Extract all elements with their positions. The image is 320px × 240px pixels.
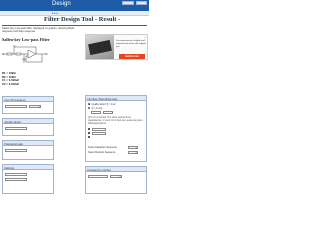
page-title: Filter Design Tool - Result - bbox=[44, 16, 121, 23]
header-menu-box[interactable] bbox=[136, 1, 147, 5]
quality-option-2-label: Q = 1/√(3) bbox=[91, 106, 103, 110]
intro-line-1: Sallen-Key Low-pass filter. displayed on graphs, showing Bode bbox=[2, 27, 75, 30]
header-search-box[interactable] bbox=[122, 1, 134, 5]
quality-option-1-label: Quality factor Q = 1/√2 bbox=[91, 102, 116, 106]
advertisement-banner[interactable] bbox=[85, 34, 148, 60]
panel-title: Frequency number bbox=[87, 167, 111, 172]
panel-title: Passband gain bbox=[4, 141, 24, 146]
panel-title: Cut off frequency bbox=[4, 97, 26, 102]
resistor-sequence-label: Select Resistor Sequence bbox=[88, 151, 116, 154]
option-input-1[interactable] bbox=[92, 128, 106, 131]
capacitor-sequence-label: Select Capacitor Sequence bbox=[88, 146, 117, 149]
passband-gain-panel bbox=[2, 140, 54, 160]
value-r2: R2 = 10kΩ bbox=[2, 74, 16, 79]
quality-option-1-radio[interactable] bbox=[88, 103, 90, 105]
section-title: Sallen-key Low-pass Filter bbox=[2, 37, 50, 42]
cutoff-frequency-panel bbox=[2, 96, 54, 114]
ratings-input[interactable] bbox=[5, 173, 27, 176]
value-r1: R1 = 10kΩ bbox=[2, 71, 16, 75]
passband-gain-input[interactable] bbox=[5, 149, 27, 152]
value-c1: C1 = 0.016uF bbox=[2, 78, 20, 82]
ratings-input-2[interactable] bbox=[5, 178, 27, 181]
ratings-panel bbox=[2, 164, 54, 194]
header-title: Design bbox=[52, 1, 71, 7]
capacitor-sequence-select[interactable]: ▾ bbox=[128, 146, 138, 149]
cutoff-unit-select[interactable]: ▾ bbox=[29, 105, 41, 108]
q-value-input-2[interactable] bbox=[103, 111, 113, 114]
value-c2: C2 = 0.016uF bbox=[2, 81, 20, 86]
frequency-input[interactable] bbox=[88, 175, 108, 178]
option-input-2[interactable] bbox=[92, 132, 106, 135]
panel-title: Ratings bbox=[4, 165, 14, 170]
note-line-1: Q=1/√2 is optimal. The value setting these bbox=[88, 117, 131, 119]
intro-line-2: response and Step response bbox=[2, 30, 36, 33]
option-checkbox-1[interactable] bbox=[88, 128, 90, 130]
quality-option-2-radio[interactable] bbox=[88, 107, 90, 109]
quality-factor-panel bbox=[2, 118, 54, 136]
note-line-3: following/required. bbox=[88, 123, 107, 125]
ad-text: Our experienced, reliable and experienced teams will support you bbox=[116, 40, 147, 48]
quality-factor-input[interactable] bbox=[5, 127, 27, 130]
note-line-2: capacitances, C1 and C2 of kind are needed as given bbox=[88, 120, 143, 122]
cutoff-frequency-input[interactable] bbox=[5, 105, 27, 108]
q-value-input[interactable] bbox=[91, 111, 101, 114]
title-divider bbox=[2, 25, 147, 26]
circuit-diagram bbox=[2, 42, 50, 68]
frequency-panel bbox=[85, 166, 147, 194]
number-panel bbox=[85, 95, 147, 162]
option-checkbox-3[interactable] bbox=[88, 136, 90, 138]
ad-button[interactable]: mektronen bbox=[119, 54, 145, 59]
frequency-unit-select[interactable]: ▾ bbox=[110, 175, 122, 178]
breadcrumb: ▸ ▸ ▸ bbox=[52, 11, 59, 16]
option-checkbox-2[interactable] bbox=[88, 132, 90, 134]
ad-close-icon[interactable]: ✕ bbox=[144, 36, 146, 39]
panel-title: Quality factor bbox=[4, 119, 21, 124]
panel-title: Number (Sampling rate) bbox=[87, 96, 118, 101]
resistor-sequence-select[interactable]: ▾ bbox=[128, 151, 138, 154]
